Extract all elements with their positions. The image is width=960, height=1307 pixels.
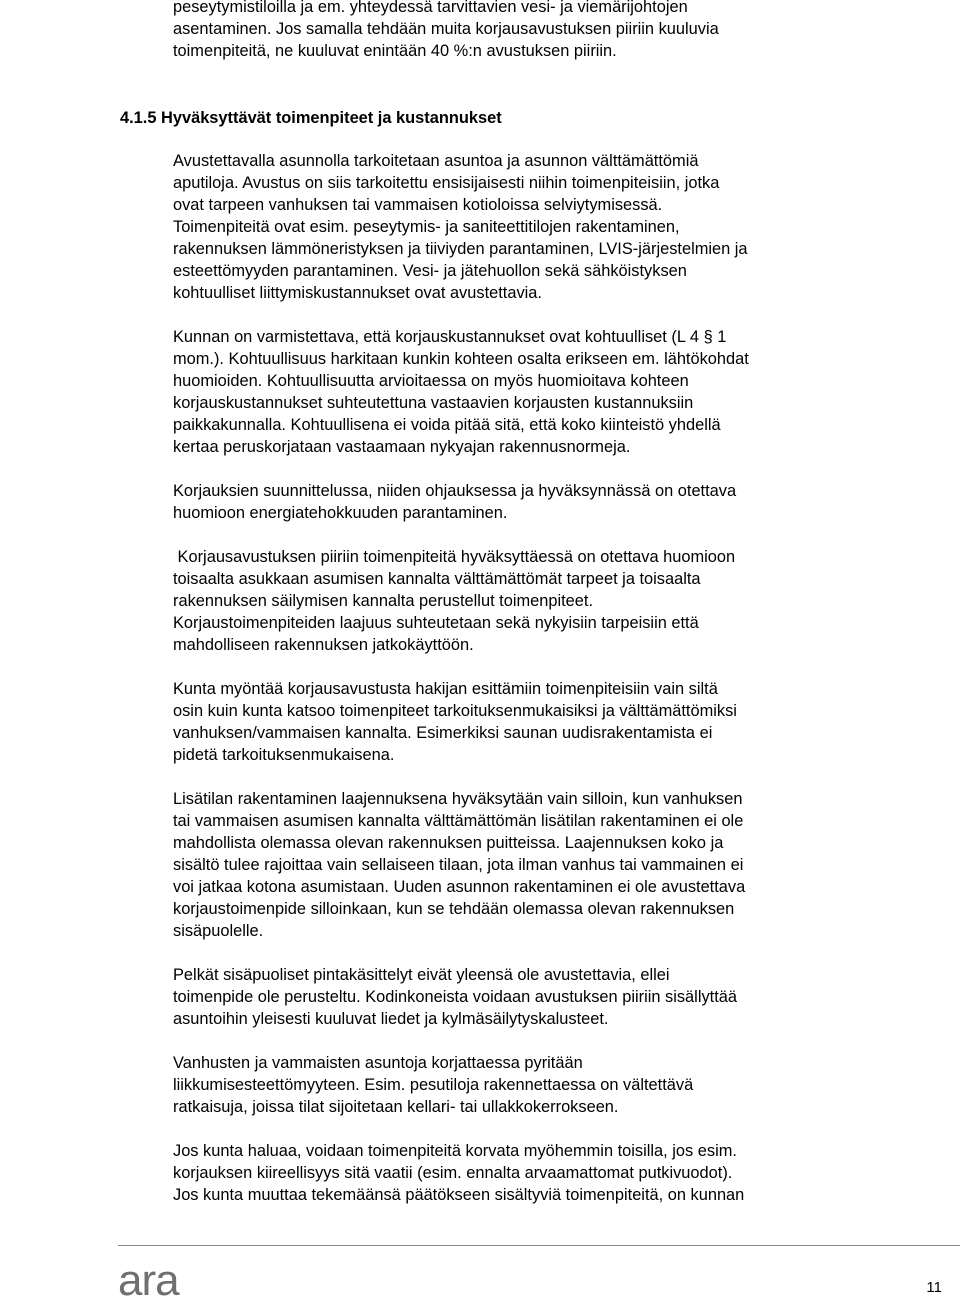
text-line: huomioiden. Kohtuullisuutta arvioitaessa on myös huomioitava kohteen [173, 372, 689, 390]
text-line: ratkaisuja, joissa tilat sijoitetaan kellari- tai ullakkokerrokseen. [173, 1098, 619, 1116]
text-line: Lisätilan rakentaminen laajennuksena hyväksytään vain silloin, kun vanhuksen [173, 790, 743, 808]
section-heading: 4.1.5 Hyväksyttävät toimenpiteet ja kustannukset [120, 109, 502, 127]
text-line: Kunnan on varmistettava, että korjauskustannukset ovat kohtuulliset (L 4 § 1 [173, 328, 727, 346]
text-line: Toimenpiteitä ovat esim. peseytymis- ja saniteettitilojen rakentaminen, [173, 218, 680, 236]
text-line: voi jatkaa kotona asumistaan. Uuden asunnon rakentaminen ei ole avustettava [173, 878, 746, 896]
text-line: mahdollista olemassa olevan rakennuksen puitteissa. Laajennuksen koko ja [173, 834, 724, 852]
text-line: asuntoihin yleisesti kuuluvat liedet ja kylmäsäilytyskalusteet. [173, 1010, 609, 1028]
page-number: 11 [926, 1279, 942, 1296]
text-line: sisäpuolelle. [173, 922, 264, 940]
text-line: korjaustoimenpide silloinkaan, kun se tehdään olemassa olevan rakennuksen [173, 900, 735, 918]
text-line: Jos kunta muuttaa tekemäänsä päätökseen sisältyviä toimenpiteitä, on kunnan [173, 1186, 745, 1204]
text-line: liikkumisesteettömyyteen. Esim. pesutiloja rakennettaessa on vältettävä [173, 1076, 694, 1094]
text-line: korjauskustannukset suhteutettuna vastaavien korjausten kustannuksiin [173, 394, 694, 412]
text-line: peseytymistiloilla ja em. yhteydessä tarvittavien vesi- ja viemärijohtojen [173, 0, 688, 16]
text-line: Avustettavalla asunnolla tarkoitetaan asuntoa ja asunnon välttämättömiä [173, 152, 699, 170]
paragraph [173, 150, 863, 304]
paragraph [173, 546, 863, 656]
text-line: korjauksen kiireellisyys sitä vaatii (esim. ennalta arvaamattomat putkivuodot). [173, 1164, 733, 1182]
text-line: Pelkät sisäpuoliset pintakäsittelyt eivät yleensä ole avustettavia, ellei [173, 966, 670, 984]
text-line: Kunta myöntää korjausavustusta hakijan esittämiin toimenpiteisiin vain siltä [173, 680, 718, 698]
continued-paragraph [173, 0, 863, 62]
text-line: ovat tarpeen vanhuksen tai vammaisen kotioloissa selviytymisessä. [173, 196, 663, 214]
text-line: Vanhusten ja vammaisten asuntoja korjattaessa pyritään [173, 1054, 583, 1072]
text-line: rakennuksen lämmöneristyksen ja tiiviyden parantaminen, LVIS-järjestelmien ja [173, 240, 748, 258]
text-line: rakennuksen säilymisen kannalta perustellut toimenpiteet. [173, 592, 594, 610]
logo-text: ara [118, 1262, 179, 1302]
paragraph [173, 326, 863, 458]
text-line: kohtuulliset liittymiskustannukset ovat avustettavia. [173, 284, 542, 302]
ara-logo [118, 1262, 194, 1307]
text-line: aputiloja. Avustus on siis tarkoitettu ensisijaisesti niihin toimenpiteisiin, jotka [173, 174, 720, 192]
text-line: Korjaustoimenpiteiden laajuus suhteutetaan sekä nykyisiin tarpeisiin että [173, 614, 699, 632]
text-line: esteettömyyden parantaminen. Vesi- ja jätehuollon sekä sähköistyksen [173, 262, 687, 280]
paragraph [173, 1052, 863, 1118]
text-line: huomioon energiatehokkuuden parantaminen. [173, 504, 508, 522]
footer-divider [118, 1245, 960, 1246]
text-line: toimenpiteitä, ne kuuluvat enintään 40 %:n avustuksen piiriin. [173, 42, 617, 60]
text-line: Jos kunta haluaa, voidaan toimenpiteitä korvata myöhemmin toisilla, jos esim. [173, 1142, 737, 1160]
text-line: tai vammaisen asumisen kannalta välttämättömän lisätilan rakentaminen ei ole [173, 812, 744, 830]
paragraph [173, 788, 863, 942]
paragraph [173, 678, 863, 766]
text-line: kertaa peruskorjataan vastaamaan nykyajan rakennusnormeja. [173, 438, 631, 456]
text-line: toisaalta asukkaan asumisen kannalta välttämättömät tarpeet ja toisaalta [173, 570, 701, 588]
text-line: Korjausavustuksen piiriin toimenpiteitä hyväksyttäessä on otettava huomioon [173, 548, 736, 566]
text-line: vanhuksen/vammaisen kannalta. Esimerkiksi saunan uudisrakentamista ei [173, 724, 713, 742]
text-line: Korjauksien suunnittelussa, niiden ohjauksessa ja hyväksynnässä on otettava [173, 482, 737, 500]
paragraph [173, 1140, 863, 1206]
text-line: toimenpide ole perusteltu. Kodinkoneista voidaan avustuksen piiriin sisällyttää [173, 988, 737, 1006]
text-line: osin kuin kunta katsoo toimenpiteet tarkoituksenmukaisiksi ja välttämättömiksi [173, 702, 737, 720]
text-line: paikkakunnalla. Kohtuullisena ei voida pitää sitä, että koko kiinteistö yhdellä [173, 416, 721, 434]
text-line: pidetä tarkoituksenmukaisena. [173, 746, 395, 764]
text-line: sisältö tulee rajoittaa vain sellaiseen tilaan, jota ilman vanhus tai vammainen ei [173, 856, 744, 874]
text-line: asentaminen. Jos samalla tehdään muita korjausavustuksen piiriin kuuluvia [173, 20, 719, 38]
paragraph [173, 964, 863, 1030]
text-line: mahdolliseen rakennuksen jatkokäyttöön. [173, 636, 474, 654]
text-line: mom.). Kohtuullisuus harkitaan kunkin kohteen osalta erikseen em. lähtökohdat [173, 350, 749, 368]
document-body [173, 0, 863, 1206]
paragraph [173, 480, 863, 524]
